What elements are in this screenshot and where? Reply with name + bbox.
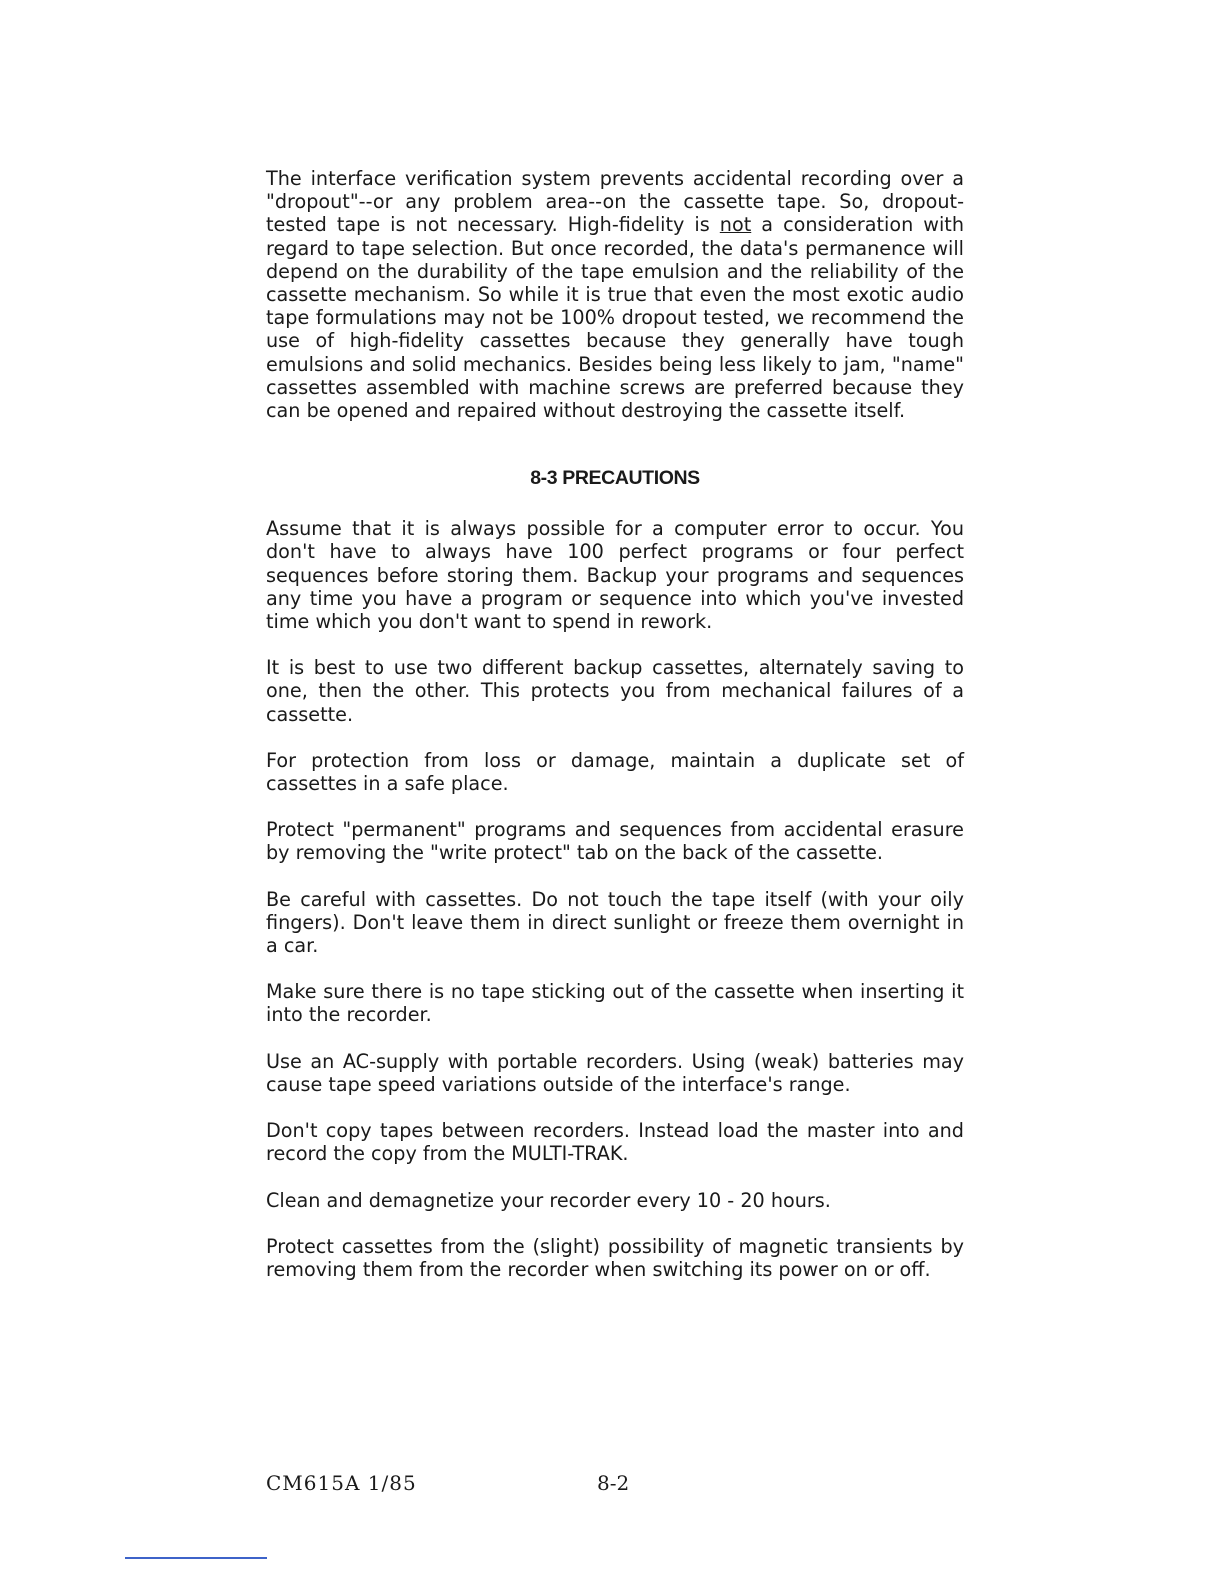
precaution-paragraph-3: For protection from loss or damage, maintain a duplicate set of cassettes in a safe place. [266,748,964,796]
precaution-paragraph-2: It is best to use two different backup cassettes, alternately saving to one, then the other. This protects you from mechanical failures of a cassette. [266,656,964,726]
precaution-paragraph-6: Make sure there is no tape sticking out of the cassette when inserting it into the recorder. [266,980,964,1027]
precaution-paragraph-5: Be careful with cassettes. Do not touch the tape itself (with your oily fingers). Don't leave them in direct sunlight or freeze them overnight in a car. [266,887,964,958]
intro-paragraph [266,167,964,422]
intro-text-end: a consideration with regard to tape selection. But once recorded, the data's permanence will depend on the durability of the tape emulsion and the reliability of the cassette mechanism. So while it is true that even the most exotic audio tape formulations may not be 100% dropout tested, we recommend the use of high-fidelity cassettes because they generally have tough emulsions and solid mechanics. Besides being less likely to jam, "name" cassettes assembled with machine screws are preferred because they can be opened and repaired without destroying the cassette itself. [266,213,964,423]
section-heading: 8-3 PRECAUTIONS [530,467,700,490]
precaution-paragraph-7: Use an AC-supply with portable recorders. Using (weak) batteries may cause tape speed variations outside of the interface's range. [266,1049,964,1096]
intro-text-start: The interface verification system prevents accidental recording over a "dropout"--or any problem area--on the cassette tape. So, dropout-tested tape is not necessary. High-fidelity is [266,167,964,237]
precaution-paragraph-4: Protect "permanent" programs and sequences from accidental erasure by removing the "write protect" tab on the back of the cassette. [266,818,964,865]
precaution-paragraph-9: Clean and demagnetize your recorder every 10 - 20 hours. [266,1188,831,1212]
precaution-paragraph-8: Don't copy tapes between recorders. Instead load the master into and record the copy from the MULTI-TRAK. [266,1119,964,1166]
precaution-paragraph-1: Assume that it is always possible for a computer error to occur. You don't have to always have 100 perfect programs or four perfect sequences before storing them. Backup your programs and sequences any time you have a program or sequence into which you've invested time which you don't want to spend in rework. [266,517,964,634]
scan-artifact-line [125,1557,267,1559]
footer-page-number: 8-2 [597,1471,630,1495]
underlined-word: not [719,213,752,237]
footer-doc-id: CM615A 1/85 [266,1471,417,1495]
page-content [266,167,964,1281]
precaution-paragraph-10: Protect cassettes from the (slight) possibility of magnetic transients by removing them from the recorder when switching its power on or off. [266,1234,964,1281]
